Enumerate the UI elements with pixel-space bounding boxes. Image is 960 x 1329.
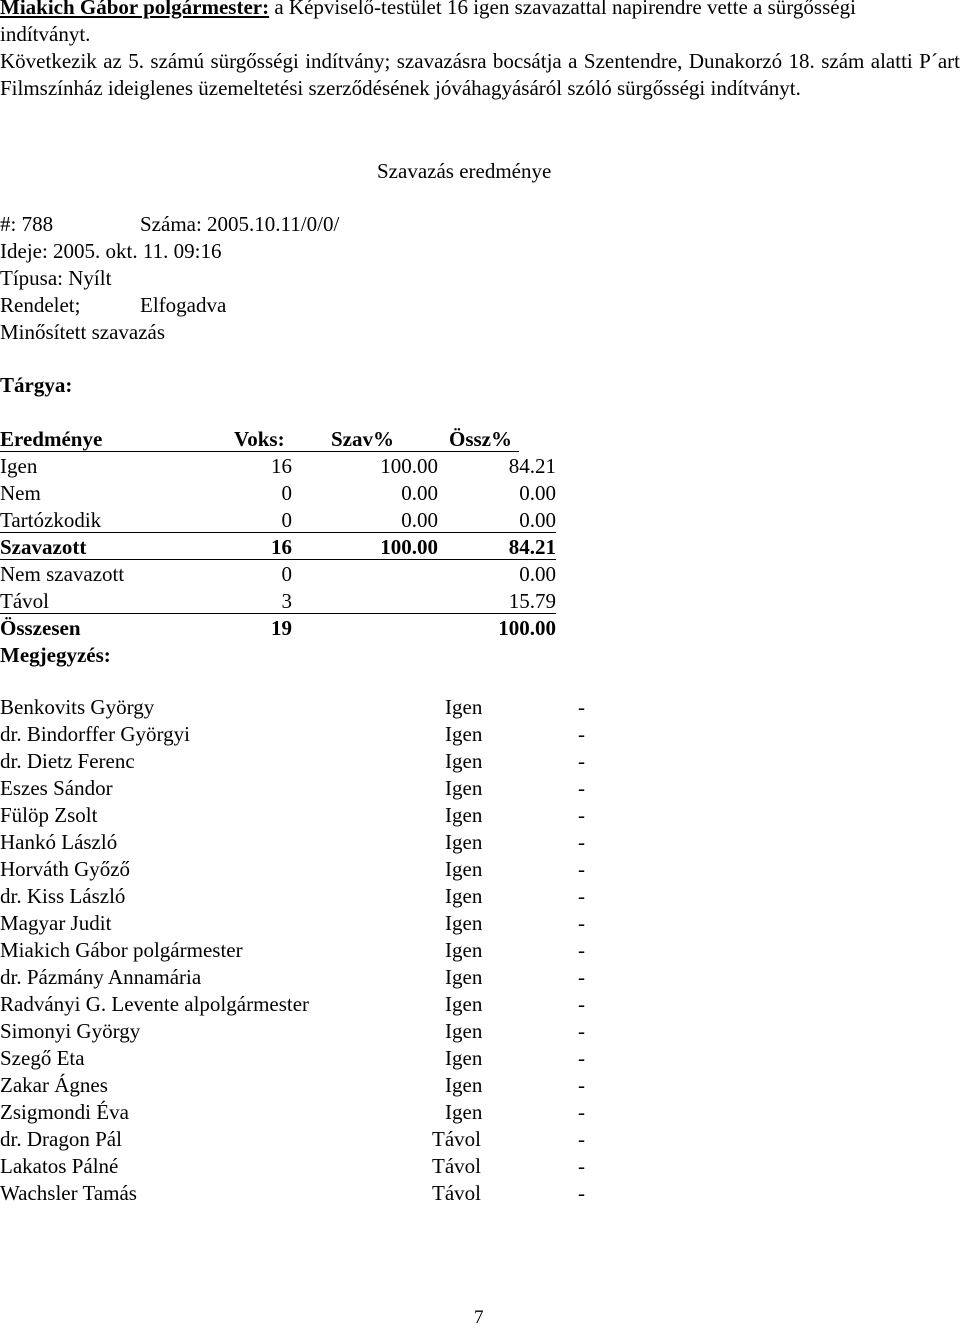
member-vote: Távol <box>432 1154 481 1178</box>
member-vote: Igen <box>445 884 483 908</box>
member-vote: Igen <box>445 722 483 746</box>
member-vote: Igen <box>445 776 483 800</box>
member-vote: Igen <box>445 857 483 881</box>
speaker-name: Miakich Gábor polgármester: <box>0 0 270 19</box>
member-vote: Igen <box>445 911 483 935</box>
vote-szama: Száma: 2005.10.11/0/0/ <box>140 212 340 236</box>
intro-text: a Képviselő-testület 16 igen szavazattal napirendre vette a sürgősségi <box>269 0 856 19</box>
member-mark: - <box>578 1019 585 1043</box>
member-name: Fülöp Zsolt <box>0 803 98 827</box>
member-vote: Távol <box>432 1127 481 1151</box>
member-vote: Igen <box>445 965 483 989</box>
member-mark: - <box>578 695 585 719</box>
member-name: dr. Pázmány Annamária <box>0 965 202 989</box>
second-paragraph: Következik az 5. számú sürgősségi indítvány; szavazásra bocsátja a Szentendre, Dunakorzó 18. szám alatti P´art Filmszínház ideiglenes üzemeltetési szerződésének jóváhagyásáról szóló sürgősségi indítványt. <box>0 49 960 100</box>
row-label: Összesen <box>0 616 81 640</box>
member-mark: - <box>578 938 585 962</box>
header-underline <box>0 451 519 452</box>
member-name: Zakar Ágnes <box>0 1073 108 1097</box>
member-name: Magyar Judit <box>0 911 112 935</box>
member-name: dr. Bindorffer Györgyi <box>0 722 190 746</box>
member-mark: - <box>578 911 585 935</box>
member-name: dr. Kiss László <box>0 884 126 908</box>
member-name: Benkovits György <box>0 695 155 719</box>
member-mark: - <box>578 884 585 908</box>
member-vote: Igen <box>445 1100 483 1124</box>
member-vote: Igen <box>445 695 483 719</box>
member-mark: - <box>578 1127 585 1151</box>
member-vote: Igen <box>445 749 483 773</box>
member-name: Lakatos Pálné <box>0 1154 119 1178</box>
row-voks: 16 <box>271 535 292 559</box>
vote-result-title: Szavazás eredménye <box>377 159 552 183</box>
page-number: 7 <box>474 1307 484 1328</box>
row-szav: 100.00 <box>380 454 438 478</box>
row-voks: 19 <box>271 616 292 640</box>
row-label: Nem <box>0 481 41 505</box>
member-mark: - <box>578 1100 585 1124</box>
megjegyzes-label: Megjegyzés: <box>0 643 111 667</box>
row-label: Igen <box>0 454 38 478</box>
row-ossz: 100.00 <box>498 616 556 640</box>
vote-ideje: Ideje: 2005. okt. 11. 09:16 <box>0 239 222 263</box>
vote-tipusa: Típusa: Nyílt <box>0 266 112 290</box>
member-vote: Igen <box>445 992 483 1016</box>
header-szav: Szav% <box>331 427 394 451</box>
member-name: Radványi G. Levente alpolgármester <box>0 992 310 1016</box>
vote-number: #: 788 <box>0 212 54 236</box>
row-voks: 0 <box>281 481 292 505</box>
row-voks: 0 <box>281 562 292 586</box>
member-name: Simonyi György <box>0 1019 141 1043</box>
member-mark: - <box>578 1046 585 1070</box>
row-ossz: 0.00 <box>519 562 556 586</box>
vote-minositett: Minősített szavazás <box>0 320 166 344</box>
member-vote: Igen <box>445 1046 483 1070</box>
row-ossz: 84.21 <box>508 454 556 478</box>
vote-elfogadva: Elfogadva <box>140 293 227 317</box>
member-name: Hankó László <box>0 830 118 854</box>
member-vote: Igen <box>445 938 483 962</box>
row-voks: 3 <box>281 589 292 613</box>
row-label: Nem szavazott <box>0 562 125 586</box>
member-vote: Igen <box>445 830 483 854</box>
row-voks: 0 <box>281 508 292 532</box>
row-underline <box>0 613 556 614</box>
row-label: Távol <box>0 589 49 613</box>
row-underline <box>0 532 556 533</box>
row-ossz: 0.00 <box>519 481 556 505</box>
row-ossz: 15.79 <box>508 589 556 613</box>
member-mark: - <box>578 830 585 854</box>
member-name: Horváth Győző <box>0 857 131 881</box>
member-vote: Igen <box>445 1073 483 1097</box>
row-underline <box>0 559 556 560</box>
member-mark: - <box>578 1154 585 1178</box>
row-szav: 0.00 <box>401 481 438 505</box>
row-ossz: 84.21 <box>508 535 556 559</box>
member-mark: - <box>578 992 585 1016</box>
row-szav: 0.00 <box>401 508 438 532</box>
vote-targya: Tárgya: <box>0 373 73 397</box>
header-voks: Voks: <box>234 427 285 451</box>
row-label: Szavazott <box>0 535 87 559</box>
vote-rendelet: Rendelet; <box>0 293 81 317</box>
member-mark: - <box>578 965 585 989</box>
member-vote: Távol <box>432 1181 481 1205</box>
member-mark: - <box>578 803 585 827</box>
header-ossz: Össz% <box>449 427 512 451</box>
row-voks: 16 <box>271 454 292 478</box>
header-eredmenye: Eredménye <box>0 427 103 451</box>
member-mark: - <box>578 776 585 800</box>
intro-paragraph <box>0 0 960 48</box>
member-name: Zsigmondi Éva <box>0 1100 129 1124</box>
member-mark: - <box>578 1181 585 1205</box>
member-name: Szegő Eta <box>0 1046 85 1070</box>
member-vote: Igen <box>445 1019 483 1043</box>
member-name: Wachsler Tamás <box>0 1181 137 1205</box>
member-mark: - <box>578 749 585 773</box>
member-mark: - <box>578 722 585 746</box>
member-mark: - <box>578 857 585 881</box>
member-name: Eszes Sándor <box>0 776 113 800</box>
row-label: Tartózkodik <box>0 508 102 532</box>
member-mark: - <box>578 1073 585 1097</box>
member-name: dr. Dietz Ferenc <box>0 749 135 773</box>
member-vote: Igen <box>445 803 483 827</box>
intro-text-line2: indítványt. <box>0 22 91 46</box>
row-ossz: 0.00 <box>519 508 556 532</box>
row-szav: 100.00 <box>380 535 438 559</box>
member-name: dr. Dragon Pál <box>0 1127 122 1151</box>
member-name: Miakich Gábor polgármester <box>0 938 243 962</box>
